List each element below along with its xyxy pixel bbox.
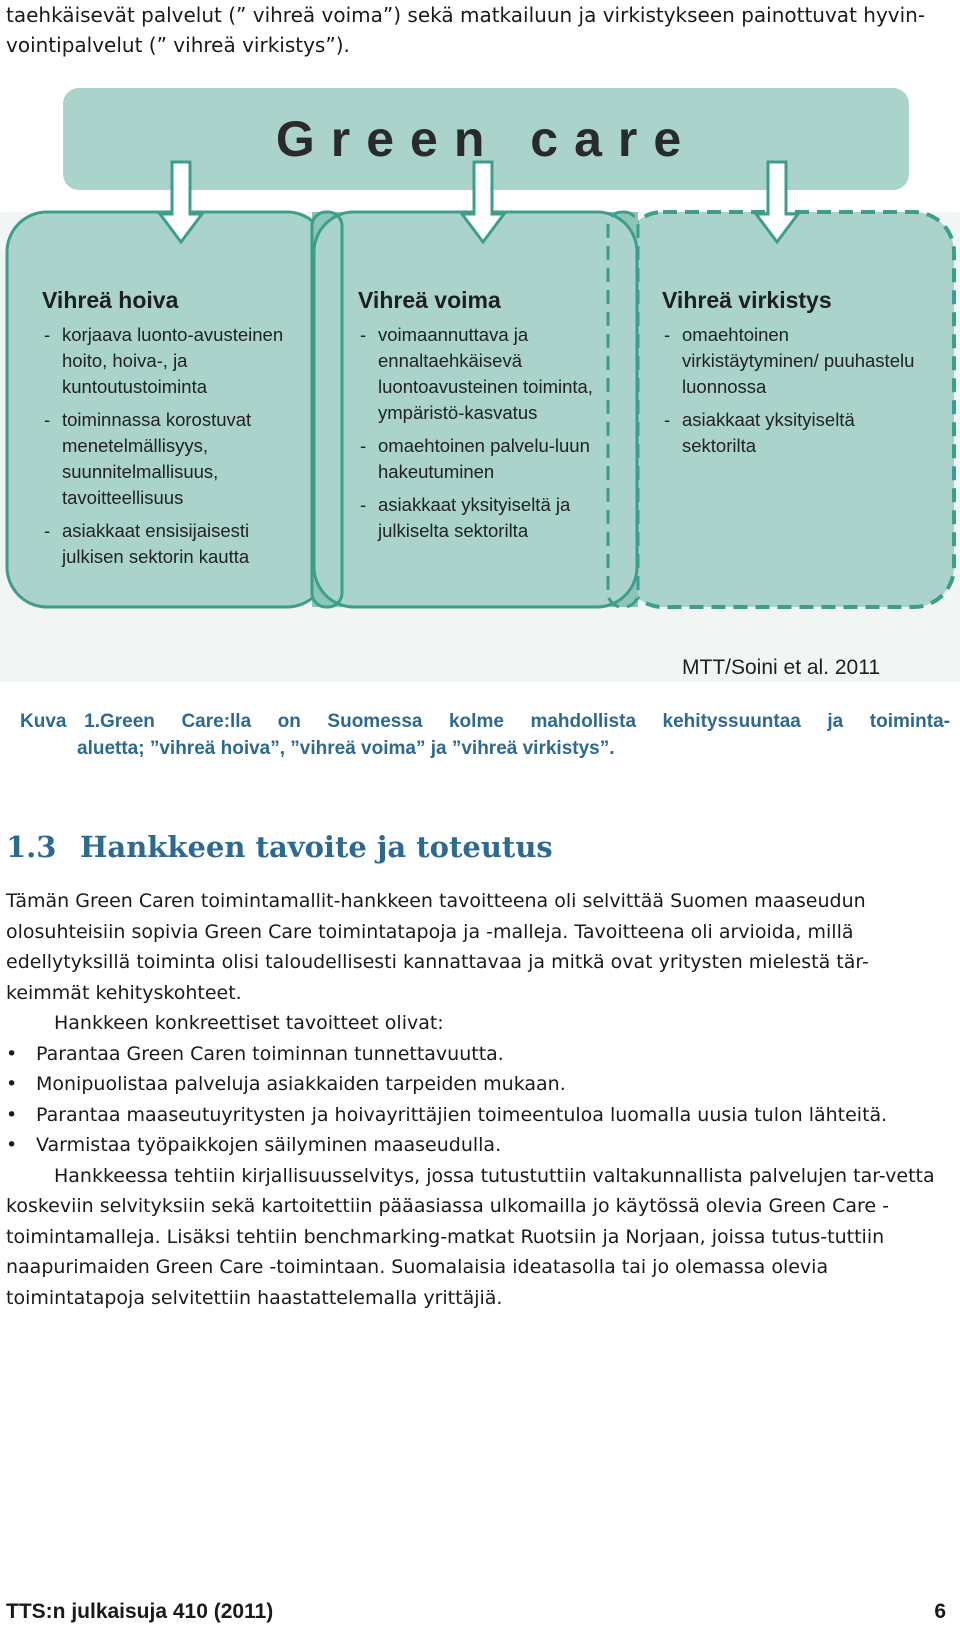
section-body <box>6 886 946 1313</box>
list-item: • Monipuolistaa palveluja asiakkaiden tarpeiden mukaan. <box>6 1069 946 1100</box>
list-item: - omaehtoinen palvelu-luun hakeutuminen <box>358 433 598 485</box>
section-heading <box>6 830 553 864</box>
list-item: - asiakkaat ensisijaisesti julkisen sektorin kautta <box>42 518 312 570</box>
column-hoiva <box>42 287 312 577</box>
column-virkistys <box>662 287 922 466</box>
list-item: - toiminnassa korostuvat menetelmällisyys, suunnitelmallisuus, tavoitteellisuus <box>42 407 312 511</box>
caption-label: Kuva 1. <box>20 711 100 732</box>
column-voima <box>358 287 598 551</box>
caption-line-1: Green Care:lla on Suomessa kolme mahdollista kehityssuuntaa ja toiminta- <box>100 711 950 732</box>
figure-credit: MTT/Soini et al. 2011 <box>682 656 881 679</box>
paragraph: Hankkeen konkreettiset tavoitteet olivat: <box>54 1012 444 1034</box>
publication-name: TTS:n julkaisuja 410 (2011) <box>6 1600 274 1623</box>
column-heading: Vihreä virkistys <box>662 287 832 313</box>
list-item: - omaehtoinen virkistäytyminen/ puuhastelu luonnossa <box>662 322 922 400</box>
list-item: - asiakkaat yksityiseltä sektorilta <box>662 407 922 459</box>
paragraph: Tämän Green Caren toimintamallit-hankkeen tavoitteena oli selvittää Suomen maaseudun olosuhteisiin sopivia Green Care toimintatapoja ja -malleja. Tavoitteena oli arvioida, millä edellytyksillä toiminta olisi taloudellisesti kannattavaa ja mitkä ovat yritysten mielestä tär-keimmät kehityskohteet. <box>6 890 869 1004</box>
column-heading: Vihreä hoiva <box>42 287 179 313</box>
paragraph: Hankkeessa tehtiin kirjallisuusselvitys, jossa tutustuttiin valtakunnallista palvelujen tar-vetta koskeviin selvityksiin sekä kartoitettiin pääasiassa ulkomailla jo käytössä olevia Green Care -toimintamalleja. Lisäksi tehtiin benchmarking-matkat Ruotsiin ja Norjaan, joissa tutus-tuttiin naapurimaiden Green Care -toimintaan. Suomalaisia ideatasolla tai jo olemassa olevia toimintatapoja selvitettiin haastattelemalla yrittäjiä. <box>6 1164 935 1309</box>
goal-list <box>6 1039 946 1161</box>
section-title: Hankkeen tavoite ja toteutus <box>80 830 553 864</box>
figure-title: Green care <box>275 111 698 167</box>
list-item: - korjaava luonto-avusteinen hoito, hoiva-, ja kuntoutustoiminta <box>42 322 312 400</box>
list-item: - voimaannuttava ja ennaltaehkäisevä luontoavusteinen toiminta, ympäristö-kasvatus <box>358 322 598 426</box>
column-heading: Vihreä voima <box>358 287 501 313</box>
list-item: • Varmistaa työpaikkojen säilyminen maaseudulla. <box>6 1130 946 1161</box>
list-item: • Parantaa Green Caren toiminnan tunnettavuutta. <box>6 1039 946 1070</box>
caption-line-2: aluetta; ”vihreä hoiva”, ”vihreä voima” ja ”vihreä virkistys”. <box>77 738 615 759</box>
green-care-figure <box>0 82 960 682</box>
list-item: - asiakkaat yksityiseltä ja julkiselta sektorilta <box>358 492 598 544</box>
figure-caption <box>20 708 950 762</box>
list-item: • Parantaa maaseutuyritysten ja hoivayrittäjien toimeentuloa luomalla uusia tulon lähteitä. <box>6 1100 946 1131</box>
section-number: 1.3 <box>6 830 57 864</box>
intro-paragraph: taehkäisevät palvelut (” vihreä voima”) sekä matkailuun ja virkistykseen painottuvat hyvin-vointipalvelut (” vihreä virkistys”). <box>6 3 926 57</box>
page-number: 6 <box>934 1600 946 1623</box>
page-footer <box>6 1600 946 1624</box>
